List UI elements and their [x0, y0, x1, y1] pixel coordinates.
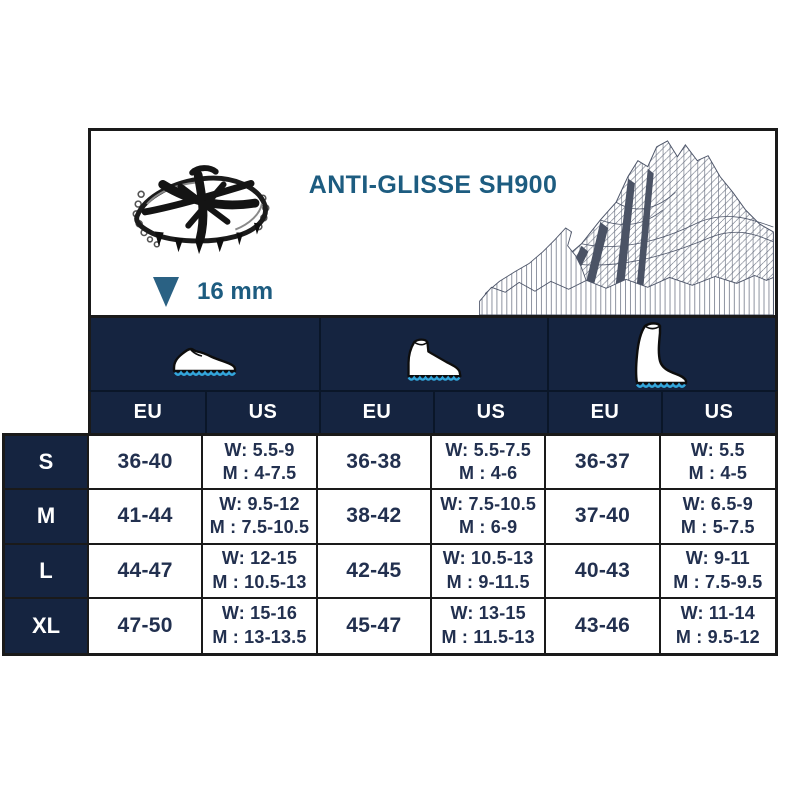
cell-xl-us-3: [661, 599, 775, 653]
us-women-range: W: 9.5-12: [219, 493, 300, 514]
cell-s-eu-2: 36-38: [318, 436, 432, 490]
unit-header-us-3: US: [661, 392, 775, 433]
cell-m-eu-1: 41-44: [89, 490, 203, 544]
cell-m-eu-2: 38-42: [318, 490, 432, 544]
us-men-range: M : 7.5-9.5: [673, 571, 763, 592]
us-women-range: W: 5.5-9: [224, 439, 295, 460]
cell-s-eu-1: 36-40: [89, 436, 203, 490]
size-table: [2, 433, 778, 656]
us-men-range: M : 9-11.5: [446, 571, 530, 592]
size-label-s: S: [5, 436, 89, 490]
cell-xl-us-2: [432, 599, 546, 653]
cell-l-eu-2: 42-45: [318, 545, 432, 599]
triangle-down-icon: [153, 277, 179, 307]
footwear-cell-high-boot: [547, 318, 775, 390]
cell-s-us-1: [203, 436, 317, 490]
size-label-m: M: [5, 490, 89, 544]
cell-s-eu-3: 36-37: [546, 436, 660, 490]
us-men-range: M : 9.5-12: [675, 626, 760, 647]
cell-s-us-3: [661, 436, 775, 490]
us-men-range: M : 4-7.5: [222, 463, 297, 484]
us-women-range: W: 12-15: [221, 548, 298, 569]
footwear-type-band: [88, 318, 778, 390]
us-men-range: M : 4-5: [688, 463, 748, 484]
us-men-range: M : 4-6: [458, 463, 518, 484]
us-women-range: W: 5.5: [690, 439, 745, 460]
us-men-range: M : 5-7.5: [680, 517, 755, 538]
spike-length: [153, 277, 273, 307]
us-men-range: M : 6-9: [458, 517, 518, 538]
cell-xl-eu-1: 47-50: [89, 599, 203, 653]
us-men-range: M : 13-13.5: [212, 626, 307, 647]
spike-length-label: 16 mm: [197, 278, 274, 305]
wireframe-mountains-art: [478, 131, 775, 315]
cell-xl-eu-3: 43-46: [546, 599, 660, 653]
us-women-range: W: 13-15: [450, 603, 526, 624]
us-men-range: M : 10.5-13: [212, 571, 307, 592]
mid-boot-icon: [401, 335, 467, 387]
unit-header-us-1: US: [205, 392, 319, 433]
footwear-cell-mid-boot: [319, 318, 547, 390]
us-women-range: W: 6.5-9: [682, 493, 753, 514]
cell-m-eu-3: 37-40: [546, 490, 660, 544]
unit-header-eu-2: EU: [319, 392, 433, 433]
cell-l-us-1: [203, 545, 317, 599]
product-header-card: [88, 128, 778, 318]
cell-xl-eu-2: 45-47: [318, 599, 432, 653]
cell-l-us-3: [661, 545, 775, 599]
unit-header-row: [88, 390, 778, 433]
cell-l-eu-3: 40-43: [546, 545, 660, 599]
us-women-range: W: 10.5-13: [442, 548, 534, 569]
us-women-range: W: 15-16: [221, 603, 298, 624]
footwear-cell-low-shoe: [91, 318, 319, 390]
size-label-xl: XL: [5, 599, 89, 653]
cell-s-us-2: [432, 436, 546, 490]
size-label-l: L: [5, 545, 89, 599]
cell-m-us-3: [661, 490, 775, 544]
cell-l-eu-1: 44-47: [89, 545, 203, 599]
us-men-range: M : 7.5-10.5: [209, 517, 310, 538]
us-women-range: W: 11-14: [680, 603, 755, 624]
us-women-range: W: 7.5-10.5: [440, 493, 537, 514]
cell-l-us-2: [432, 545, 546, 599]
unit-header-eu-1: EU: [133, 401, 163, 423]
unit-header-us-2: US: [433, 392, 547, 433]
high-boot-icon: [627, 321, 697, 389]
low-shoe-icon: [170, 341, 240, 381]
product-title: ANTI-GLISSE SH900: [308, 171, 558, 199]
us-women-range: W: 9-11: [685, 548, 750, 569]
cell-m-us-2: [432, 490, 546, 544]
cell-xl-us-1: [203, 599, 317, 653]
unit-header-eu-3: EU: [547, 392, 661, 433]
cell-m-us-1: [203, 490, 317, 544]
us-men-range: M : 11.5-13: [441, 626, 535, 647]
us-women-range: W: 5.5-7.5: [445, 439, 532, 460]
